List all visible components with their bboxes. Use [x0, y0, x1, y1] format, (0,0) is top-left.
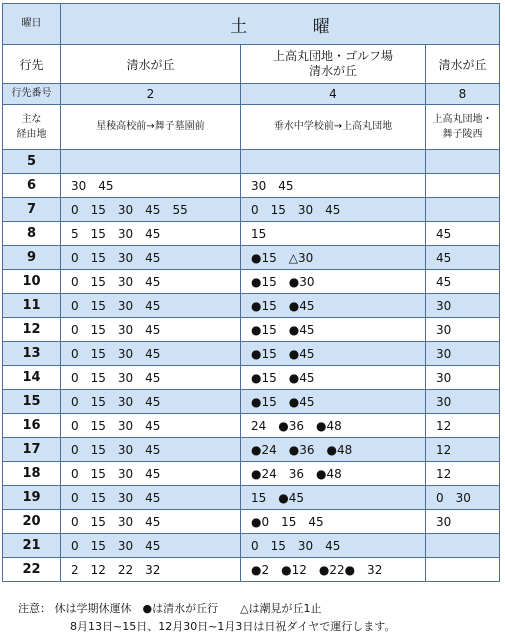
hour-row	[3, 510, 500, 534]
hour-row	[3, 390, 500, 414]
departures-route-2: 0 15 30 45	[61, 414, 241, 438]
via-label-line2: 経由地	[16, 129, 47, 140]
departures-route-4: ●15 ●45	[241, 342, 426, 366]
notes	[18, 600, 498, 636]
departures-route-8	[426, 558, 500, 582]
hour-rows	[3, 150, 500, 582]
hour-row	[3, 342, 500, 366]
departures-route-2: 0 15 30 45	[61, 270, 241, 294]
departures-route-4: 15 ●45	[241, 486, 426, 510]
hour-cell: 21	[3, 534, 61, 558]
departures-route-2: 0 15 30 45	[61, 534, 241, 558]
departures-route-8: 0 30	[426, 486, 500, 510]
departures-route-2: 5 15 30 45	[61, 222, 241, 246]
departures-route-8: 12	[426, 462, 500, 486]
hour-cell: 9	[3, 246, 61, 270]
departures-route-8: 30	[426, 294, 500, 318]
departures-route-4: ●15 ●45	[241, 294, 426, 318]
via-route-8-line2: 舞子陵西	[442, 129, 483, 140]
hour-row	[3, 222, 500, 246]
departures-route-4: ●15 ●30	[241, 270, 426, 294]
hour-cell: 7	[3, 198, 61, 222]
hour-cell: 19	[3, 486, 61, 510]
departures-route-8: 45	[426, 246, 500, 270]
departures-route-8: 45	[426, 222, 500, 246]
departures-route-8	[426, 198, 500, 222]
departures-route-8: 30	[426, 366, 500, 390]
departures-route-8	[426, 534, 500, 558]
departures-route-2: 30 45	[61, 174, 241, 198]
destination-route-2: 清水が丘	[61, 45, 241, 84]
timetable	[2, 3, 500, 582]
hour-cell: 16	[3, 414, 61, 438]
hour-cell: 10	[3, 270, 61, 294]
hour-cell: 5	[3, 150, 61, 174]
departures-route-2: 0 15 30 45	[61, 342, 241, 366]
departures-route-2: 0 15 30 45	[61, 462, 241, 486]
departures-route-4: ●15 ●45	[241, 390, 426, 414]
departures-route-4: ●0 15 45	[241, 510, 426, 534]
departures-route-8: 12	[426, 438, 500, 462]
departures-route-4: 24 ●36 ●48	[241, 414, 426, 438]
hour-row	[3, 294, 500, 318]
departures-route-2: 0 15 30 45	[61, 294, 241, 318]
via-label-line1: 主な	[21, 114, 42, 125]
route-number-8: 8	[426, 84, 500, 105]
hour-cell: 8	[3, 222, 61, 246]
destination-route-4-line2: 清水が丘	[308, 64, 357, 78]
destination-route-8: 清水が丘	[426, 45, 500, 84]
destination-route-4-line1: 上高丸団地・ゴルフ場	[272, 49, 393, 63]
via-route-4: 垂水中学校前→上高丸団地	[241, 105, 426, 150]
hour-cell: 17	[3, 438, 61, 462]
hour-cell: 11	[3, 294, 61, 318]
departures-route-4: ●15 ●45	[241, 366, 426, 390]
hour-cell: 13	[3, 342, 61, 366]
route-number-2: 2	[61, 84, 241, 105]
departures-route-8: 30	[426, 510, 500, 534]
departures-route-4: ●24 ●36 ●48	[241, 438, 426, 462]
departures-route-2: 0 15 30 45	[61, 318, 241, 342]
route-number-label: 行先番号	[3, 84, 61, 105]
departures-route-4: ●15 △30	[241, 246, 426, 270]
departures-route-8: 30	[426, 390, 500, 414]
departures-route-4: 15	[241, 222, 426, 246]
departures-route-2: 0 15 30 45 55	[61, 198, 241, 222]
hour-row	[3, 558, 500, 582]
departures-route-2: 2 12 22 32	[61, 558, 241, 582]
hour-row	[3, 486, 500, 510]
hour-row	[3, 318, 500, 342]
departures-route-4: ●2 ●12 ●22● 32	[241, 558, 426, 582]
hour-row	[3, 174, 500, 198]
hour-cell: 15	[3, 390, 61, 414]
departures-route-4	[241, 150, 426, 174]
departures-route-8: 45	[426, 270, 500, 294]
departures-route-4: ●15 ●45	[241, 318, 426, 342]
hour-cell: 22	[3, 558, 61, 582]
hour-row	[3, 270, 500, 294]
departures-route-8	[426, 150, 500, 174]
departures-route-4: 30 45	[241, 174, 426, 198]
hour-row	[3, 198, 500, 222]
hour-row	[3, 414, 500, 438]
destination-route-4	[241, 45, 426, 84]
departures-route-2	[61, 150, 241, 174]
departures-route-2: 0 15 30 45	[61, 390, 241, 414]
hour-row	[3, 366, 500, 390]
departures-route-8: 30	[426, 342, 500, 366]
departures-route-4: ●24 36 ●48	[241, 462, 426, 486]
via-route-8-line1: 上高丸団地・	[432, 114, 493, 125]
hour-cell: 20	[3, 510, 61, 534]
via-route-8	[426, 105, 500, 150]
departures-route-4: 0 15 30 45	[241, 534, 426, 558]
departures-route-8: 30	[426, 318, 500, 342]
hour-row	[3, 438, 500, 462]
timetable-sheet	[2, 3, 500, 582]
via-route-2: 星稜高校前→舞子墓園前	[61, 105, 241, 150]
hour-row	[3, 462, 500, 486]
departures-route-8: 12	[426, 414, 500, 438]
hour-cell: 14	[3, 366, 61, 390]
hour-row	[3, 150, 500, 174]
note-legend: 注意： 休は学期休運休 ●は清水が丘行 △は潮見が丘1止	[18, 602, 322, 615]
departures-route-8	[426, 174, 500, 198]
day-label: 曜日	[3, 4, 61, 45]
hour-cell: 18	[3, 462, 61, 486]
hour-cell: 12	[3, 318, 61, 342]
hour-row	[3, 246, 500, 270]
departures-route-2: 0 15 30 45	[61, 438, 241, 462]
destination-label: 行先	[3, 45, 61, 84]
via-label	[3, 105, 61, 150]
departures-route-2: 0 15 30 45	[61, 510, 241, 534]
departures-route-2: 0 15 30 45	[61, 246, 241, 270]
departures-route-2: 0 15 30 45	[61, 486, 241, 510]
hour-row	[3, 534, 500, 558]
route-number-4: 4	[241, 84, 426, 105]
hour-cell: 6	[3, 174, 61, 198]
note-holiday-schedule: 8月13日~15日、12月30日~1月3日は日祝ダイヤで運行します。	[70, 620, 396, 633]
departures-route-4: 0 15 30 45	[241, 198, 426, 222]
departures-route-2: 0 15 30 45	[61, 366, 241, 390]
day-title: 土 曜	[61, 4, 500, 45]
